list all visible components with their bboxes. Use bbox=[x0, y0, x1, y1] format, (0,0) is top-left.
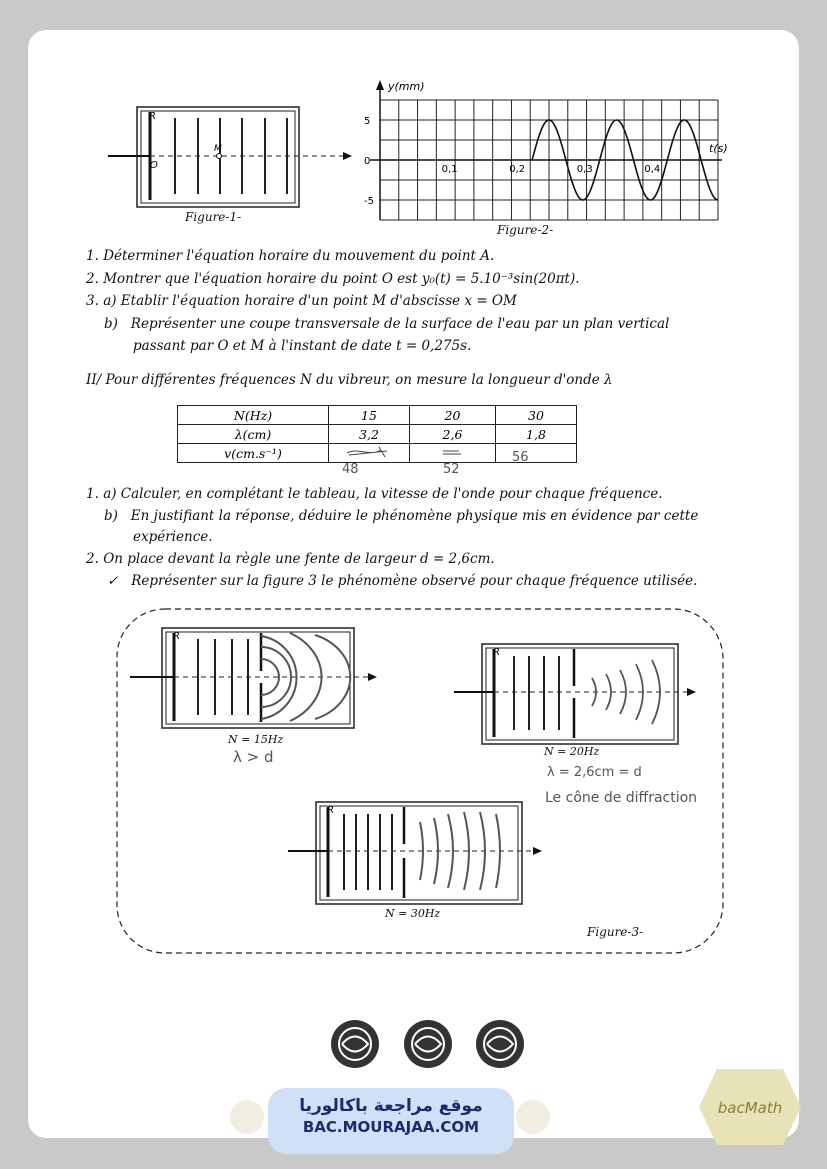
x-tick-label: 0,1 bbox=[441, 164, 458, 175]
handwritten-note-20hz-1: λ = 2,6cm = d bbox=[547, 765, 642, 780]
table-cell: 2,6 bbox=[410, 425, 496, 444]
figure-1-caption: Figure-1- bbox=[185, 210, 242, 224]
question-II-1a: 1. a) Calculer, en complétant le tableau, la vitesse de l'onde pour chaque fréquence. bbox=[86, 486, 663, 502]
figure-3-caption: Figure-3- bbox=[587, 925, 644, 939]
table-cell: 30 bbox=[496, 406, 577, 425]
handwritten-note-15hz: λ > d bbox=[233, 748, 274, 766]
seal-icon bbox=[476, 1020, 524, 1068]
x-tick-label: 0,3 bbox=[576, 164, 593, 175]
handwritten-note-20hz-2: Le cône de diffraction bbox=[545, 790, 698, 806]
bacmath-badge bbox=[697, 1067, 803, 1147]
x-tick-label: 0,4 bbox=[644, 164, 661, 175]
x-tick-label: 0,2 bbox=[509, 164, 526, 175]
badge-text: bacMath bbox=[717, 1099, 783, 1117]
seal-icon bbox=[404, 1020, 452, 1068]
x-axis-label: t(s) bbox=[709, 142, 728, 155]
site-banner[interactable] bbox=[268, 1088, 514, 1154]
tank-30hz bbox=[286, 800, 556, 908]
checkmark-icon: ✓ bbox=[107, 573, 119, 589]
question-1: 1. Déterminer l'équation horaire du mouvement du point A. bbox=[86, 248, 495, 264]
label-R: R bbox=[327, 805, 334, 816]
banner-url[interactable]: BAC.MOURAJAA.COM bbox=[302, 1118, 480, 1136]
table-cell: 1,8 bbox=[496, 425, 577, 444]
question-3a: 3. a) Etablir l'équation horaire d'un point M d'abscisse x = OM bbox=[86, 293, 517, 309]
table-cell-scribble bbox=[329, 444, 410, 463]
label-R: R bbox=[173, 631, 180, 642]
table-row bbox=[178, 406, 577, 425]
table-header: λ(cm) bbox=[178, 425, 329, 444]
label-M: M bbox=[214, 144, 222, 154]
handwritten-v3: 56 bbox=[512, 450, 529, 465]
table-cell-scribble bbox=[410, 444, 496, 463]
figure-2-caption: Figure-2- bbox=[497, 223, 554, 237]
caption-15hz: N = 15Hz bbox=[228, 733, 284, 746]
handwritten-v2: 52 bbox=[443, 462, 460, 477]
y-tick-label: 5 bbox=[364, 116, 371, 127]
caption-20hz: N = 20Hz bbox=[544, 745, 600, 758]
section-II-intro: II/ Pour différentes fréquences N du vibreur, on mesure la longueur d'onde λ bbox=[86, 372, 613, 388]
question-II-2-task: ✓ Représenter sur la figure 3 le phénomène observé pour chaque fréquence utilisée. bbox=[107, 573, 698, 589]
table-row bbox=[178, 425, 577, 444]
handwritten-v1: 48 bbox=[342, 462, 359, 477]
question-II-2: 2. On place devant la règle une fente de largeur d = 2,6cm. bbox=[86, 551, 495, 567]
table-cell bbox=[496, 444, 577, 463]
y-tick-label: -5 bbox=[364, 196, 374, 207]
question-II-1b: b) En justifiant la réponse, déduire le phénomène physique mis en évidence par cette bbox=[104, 508, 699, 524]
question-2: 2. Montrer que l'équation horaire du point O est y₀(t) = 5.10⁻³sin(20πt). bbox=[86, 271, 580, 287]
y-axis-arrow bbox=[376, 80, 384, 90]
question-3b: b) Représenter une coupe transversale de la surface de l'eau par un plan vertical bbox=[104, 316, 670, 332]
figure-2-chart bbox=[355, 78, 755, 238]
seal-icon bbox=[331, 1020, 379, 1068]
caption-30hz: N = 30Hz bbox=[385, 907, 441, 920]
question-II-1b-line2: expérience. bbox=[133, 529, 213, 545]
table-cell: 20 bbox=[410, 406, 496, 425]
logo-right-icon bbox=[516, 1100, 550, 1134]
table-header: v(cm.s⁻¹) bbox=[178, 444, 329, 463]
decorative-seals bbox=[330, 1017, 550, 1073]
logo-left-icon bbox=[230, 1100, 264, 1134]
label-R: R bbox=[149, 111, 156, 122]
table-header: N(Hz) bbox=[178, 406, 329, 425]
y-axis-label: y(mm) bbox=[388, 80, 425, 93]
label-R: R bbox=[493, 647, 500, 658]
y-tick-label: 0 bbox=[364, 156, 371, 167]
table-cell: 3,2 bbox=[329, 425, 410, 444]
question-3b-line2: passant par O et M à l'instant de date t = 0,275s. bbox=[133, 338, 472, 354]
tank-20hz bbox=[452, 642, 712, 747]
tank-15hz bbox=[130, 625, 390, 735]
table-cell: 15 bbox=[329, 406, 410, 425]
banner-arabic: موقع مراجعة باكالوريا bbox=[299, 1096, 483, 1116]
label-O: O bbox=[150, 160, 158, 171]
